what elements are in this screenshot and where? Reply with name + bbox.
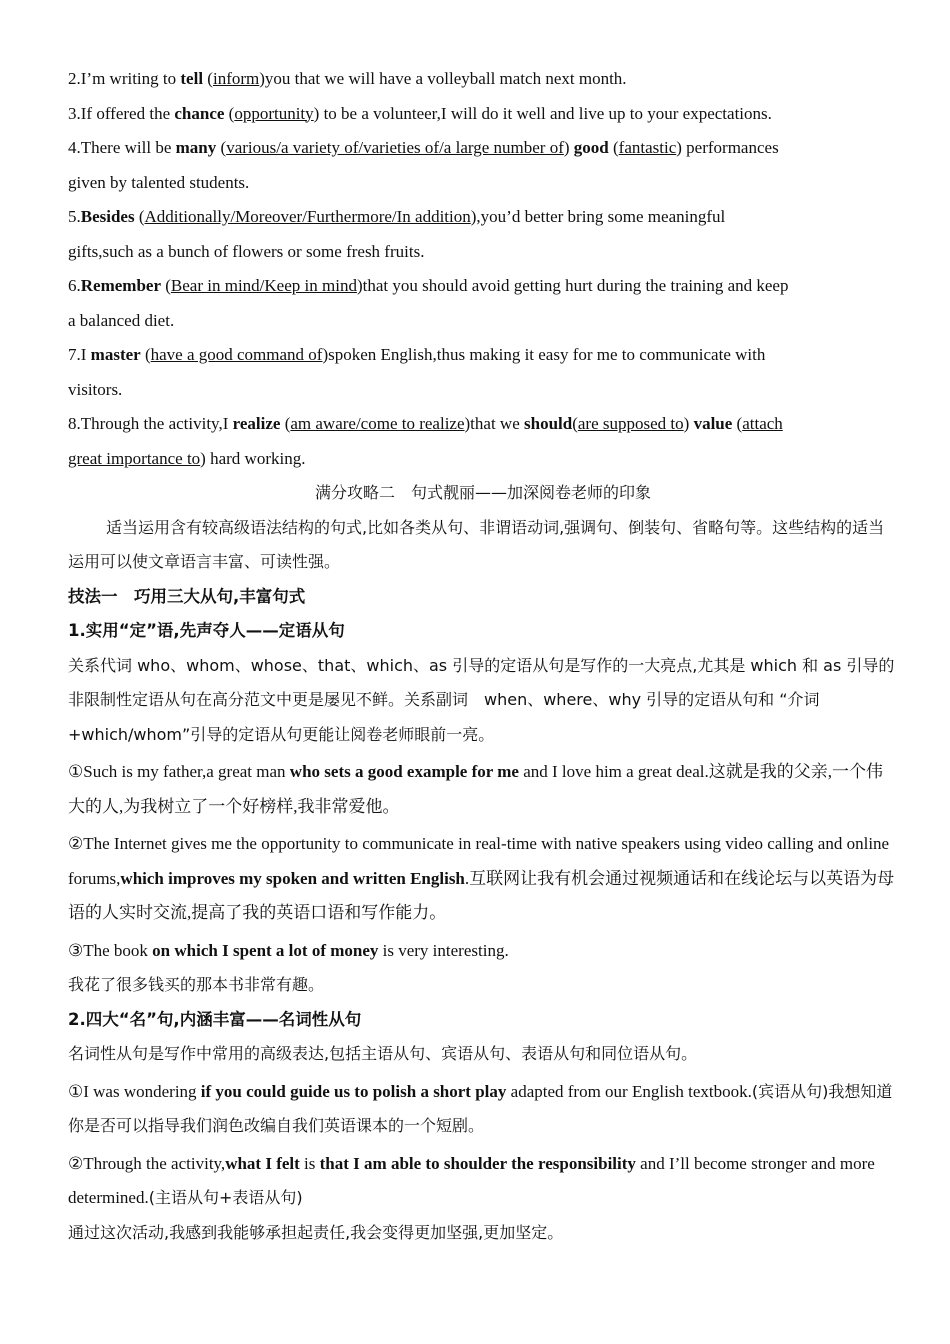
sentence-4 xyxy=(68,131,898,200)
text: 8.Through the activity,I xyxy=(68,414,233,433)
example-5 xyxy=(68,1147,898,1251)
bold-word: Besides xyxy=(80,207,135,226)
underlined-alternative: are supposed to xyxy=(577,414,684,433)
text: ①Such is my father,a great man xyxy=(68,762,290,781)
sentence-3 xyxy=(68,97,898,132)
bold-clause: on which I spent a lot of money xyxy=(152,940,379,960)
text: 5. xyxy=(68,207,81,226)
text: ) xyxy=(683,414,694,433)
text: )that you should avoid getting hurt during the training and keep xyxy=(356,276,789,295)
document-page xyxy=(68,62,898,1250)
text: ( xyxy=(572,414,578,433)
bold-word: value xyxy=(693,414,733,433)
text: 7.I xyxy=(68,345,91,364)
bold-word: many xyxy=(175,138,217,157)
text: ( xyxy=(161,276,171,295)
underlined-alternative: inform xyxy=(212,69,260,88)
sentence-2 xyxy=(68,62,898,97)
text: ( xyxy=(216,138,227,157)
text: ①I was wondering xyxy=(68,1081,201,1101)
text: ),you’d better bring some meaningful xyxy=(470,207,726,226)
text: ( xyxy=(134,207,145,226)
bold-clause: which improves my spoken and written English xyxy=(120,868,465,888)
bold-clause: if you could guide us to polish a short play xyxy=(200,1081,507,1101)
intro-paragraph: 适当运用含有较高级语法结构的句式,比如各类从句、非谓语动词,强调句、倒装句、省略句等。这些结构的适当运用可以使文章语言丰富、可读性强。 xyxy=(68,517,885,571)
translation: 我想知道你是否可以指导我们润色改编自我们英语课本的一个短剧。 xyxy=(68,1081,893,1135)
bold-word: should xyxy=(524,414,573,433)
text: )spoken English,thus making it easy for me to communicate with xyxy=(322,345,766,364)
example-3 xyxy=(68,934,898,1003)
text: ) to be a volunteer,I will do it well and live up to your expectations. xyxy=(313,103,772,123)
attributive-clause-description: 关系代词 who、whom、whose、that、which、as 引导的定语从句是写作的一大亮点,尤其是 which 和 as 引导的非限制性定语从句在高分范文中更是屡见不鲜。关系副词 when、where、why 引导的定语从句和 “介词+which/whom”引导的定语从句更能让阅卷老师眼前一亮。 xyxy=(68,655,895,744)
underlined-alternative: Additionally/Moreover/Furthermore/In addition xyxy=(144,207,471,226)
underlined-alternative: great importance to xyxy=(68,448,201,468)
text: ( xyxy=(280,414,291,433)
text: )that we xyxy=(464,414,524,433)
translation: 通过这次活动,我感到我能够承担起责任,我会变得更加坚强,更加坚定。 xyxy=(68,1222,564,1242)
text: .互联网让我有机会通过视频通话和在线论坛与以英语为母语的人实时交流,提高了我的英语口语和写作能力。 xyxy=(68,868,895,922)
bold-clause: who sets a good example for me xyxy=(289,762,519,781)
bold-word: Remember xyxy=(80,276,161,295)
text: and I’ll become stronger and more determined. xyxy=(68,1153,875,1207)
underlined-alternative: Bear in mind/Keep in mind xyxy=(170,276,357,295)
noun-clause-description: 名词性从句是写作中常用的高级表达,包括主语从句、宾语从句、表语从句和同位语从句。 xyxy=(68,1044,698,1063)
text: ( xyxy=(224,103,235,123)
text: ( xyxy=(732,414,743,433)
clause-type-note: (主语从句+表语从句) xyxy=(148,1188,303,1207)
text: a balanced diet. xyxy=(68,310,175,330)
technique-heading: 技法一 巧用三大从句,丰富句式 xyxy=(68,586,306,606)
example-2 xyxy=(68,827,898,931)
subheading-attributive-clause: 1.实用“定”语,先声夺人——定语从句 xyxy=(68,621,345,640)
bold-word: master xyxy=(90,345,141,364)
text: is very interesting. xyxy=(378,940,509,960)
text: 6. xyxy=(68,276,81,295)
subheading-noun-clause: 2.四大“名”句,内涵丰富——名词性从句 xyxy=(68,1009,362,1029)
sentence-5 xyxy=(68,200,898,269)
bold-word: good xyxy=(573,138,609,157)
underlined-alternative: opportunity xyxy=(234,103,314,123)
underlined-alternative: fantastic xyxy=(618,138,677,157)
sentence-7 xyxy=(68,338,898,407)
underlined-alternative: have a good command of xyxy=(150,345,323,364)
text: ) performances xyxy=(676,138,779,157)
text: gifts,such as a bunch of flowers or some fresh fruits. xyxy=(68,241,425,261)
text: and I love him a great deal.这就是我的父亲,一个伟大的人,为我树立了一个好榜样,我非常爱他。 xyxy=(68,762,883,816)
sentence-8 xyxy=(68,407,898,476)
text: is xyxy=(299,1153,320,1173)
example-1 xyxy=(68,755,898,824)
translation: 我花了很多钱买的那本书非常有趣。 xyxy=(68,975,325,994)
text: adapted from our English textbook. xyxy=(506,1081,752,1101)
text: 3.If offered the xyxy=(68,103,175,123)
text: 2.I’m writing to xyxy=(68,69,181,88)
text: )you that we will have a volleyball match next month. xyxy=(259,69,627,88)
underlined-alternative: various/a variety of/varieties of/a large number of xyxy=(226,138,564,157)
text: ②The Internet gives me the opportunity to communicate in real-time with native speakers using video calling and online forums, xyxy=(68,834,890,888)
text: ③The book xyxy=(68,940,153,960)
text: ( xyxy=(203,69,213,88)
bold-word: realize xyxy=(232,414,281,433)
sentence-6 xyxy=(68,269,898,338)
underlined-alternative: am aware/come to realize xyxy=(290,414,465,433)
bold-word: chance xyxy=(174,103,225,123)
text: given by talented students. xyxy=(68,172,250,192)
text: ( xyxy=(608,138,619,157)
text: 4.There will be xyxy=(68,138,176,157)
example-4 xyxy=(68,1075,898,1144)
bold-clause: what I felt xyxy=(225,1153,300,1173)
section-title: 满分攻略二 句式靓丽——加深阅卷老师的印象 xyxy=(314,483,651,502)
text: ②Through the activity, xyxy=(68,1153,226,1173)
text: visitors. xyxy=(68,379,123,399)
bold-word: tell xyxy=(180,69,204,88)
bold-clause: that I am able to shoulder the responsibility xyxy=(319,1153,636,1173)
text: ) xyxy=(563,138,574,157)
underlined-alternative: attach xyxy=(742,414,783,433)
clause-type-note: (宾语从句) xyxy=(751,1081,829,1101)
text: ) hard working. xyxy=(200,448,306,468)
text: ( xyxy=(140,345,151,364)
